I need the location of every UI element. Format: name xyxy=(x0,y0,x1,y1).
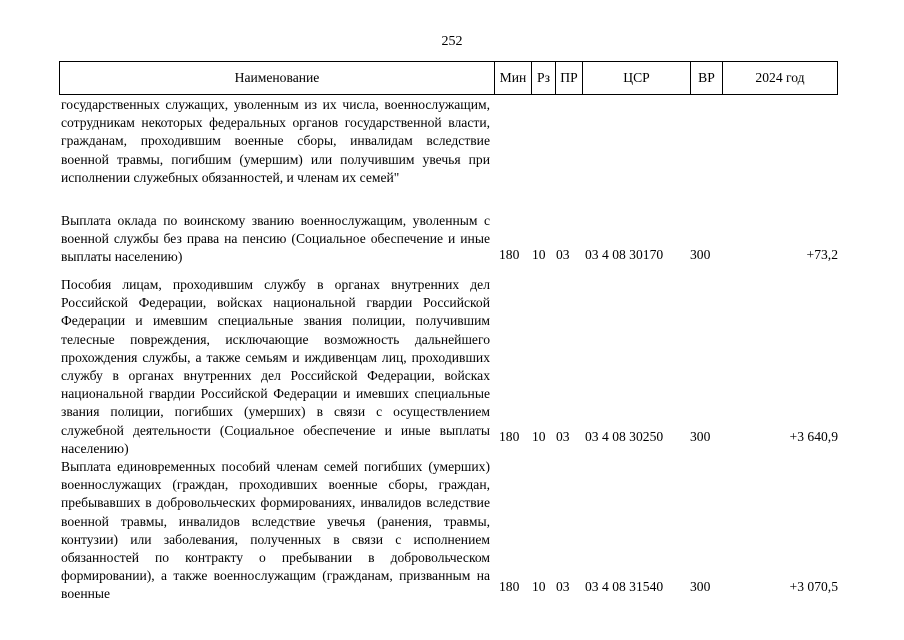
header-pr: ПР xyxy=(555,62,582,94)
row-pr: 03 xyxy=(556,579,570,594)
header-csr: ЦСР xyxy=(582,62,690,94)
row-name: Выплата оклада по воинскому званию военнослужащим, уволенным с военной службы без права на пенсию (Социальное обеспечение и иные выплаты населению) xyxy=(61,213,490,265)
row-csr: 03 4 08 30250 xyxy=(585,429,664,444)
row-min: 180 xyxy=(499,247,520,262)
table-row xyxy=(59,458,838,608)
header-name: Наименование xyxy=(234,70,320,85)
row-name: государственных служащих, уволенным из их числа, военнослужащим, сотрудникам некоторых федеральных органов государственной власти, гражданам, проходившим военные сборы, инвалидам вследствие военной травмы, погибшим (умершим) или получившим увечья при исполнении служебных обязанностей, и членам их семей" xyxy=(61,97,490,185)
row-rz: 10 xyxy=(532,247,546,262)
row-amount: +73,2 xyxy=(806,247,838,262)
header-year: 2024 год xyxy=(722,62,837,94)
row-pr: 03 xyxy=(556,247,570,262)
row-min: 180 xyxy=(499,429,520,444)
row-csr: 03 4 08 31540 xyxy=(585,579,664,594)
row-pr: 03 xyxy=(556,429,570,444)
row-vr: 300 xyxy=(690,429,711,444)
header-min: Мин xyxy=(494,62,531,94)
row-name: Выплата единовременных пособий членам семей погибших (умерших) военнослужащих (граждан, проходивших военные сборы, граждан, пребывавших в добровольческих формированиях, инвалидов вследствие военной травмы, инвалидов вследствие увечья (ранения, травмы, контузии) или заболевания, полученных в связи с исполнением обязанностей по контракту о пребывании в добровольческом формировании), а также военнослужащим (гражданам, призванным на военные xyxy=(61,459,490,602)
header-vr: ВР xyxy=(690,62,722,94)
row-vr: 300 xyxy=(690,247,711,262)
header-rz: Рз xyxy=(531,62,555,94)
row-vr: 300 xyxy=(690,579,711,594)
row-csr: 03 4 08 30170 xyxy=(585,247,664,262)
row-min: 180 xyxy=(499,579,520,594)
row-rz: 10 xyxy=(532,579,546,594)
table-row xyxy=(59,276,838,456)
row-rz: 10 xyxy=(532,429,546,444)
page-number: 252 xyxy=(441,34,463,49)
row-amount: +3 640,9 xyxy=(789,429,838,444)
row-amount: +3 070,5 xyxy=(789,579,838,594)
table-header xyxy=(59,61,838,95)
table-row xyxy=(59,212,838,268)
table-row xyxy=(59,96,838,206)
row-name: Пособия лицам, проходившим службу в органах внутренних дел Российской Федерации, войсках национальной гвардии Российской Федерации и имевшим специальные звания полиции, получившим телесные повреждения, исключающие возможность дальнейшего прохождения службы, а также семьям и иждивенцам лиц, проходивших службу в органах внутренних дел Российской Федерации, войсках национальной гвардии Российской Федерации и имевших специальные звания полиции, погибших (умерших) в связи с осуществлением служебной деятельности (Социальное обеспечение и иные выплаты населению) xyxy=(61,277,490,456)
